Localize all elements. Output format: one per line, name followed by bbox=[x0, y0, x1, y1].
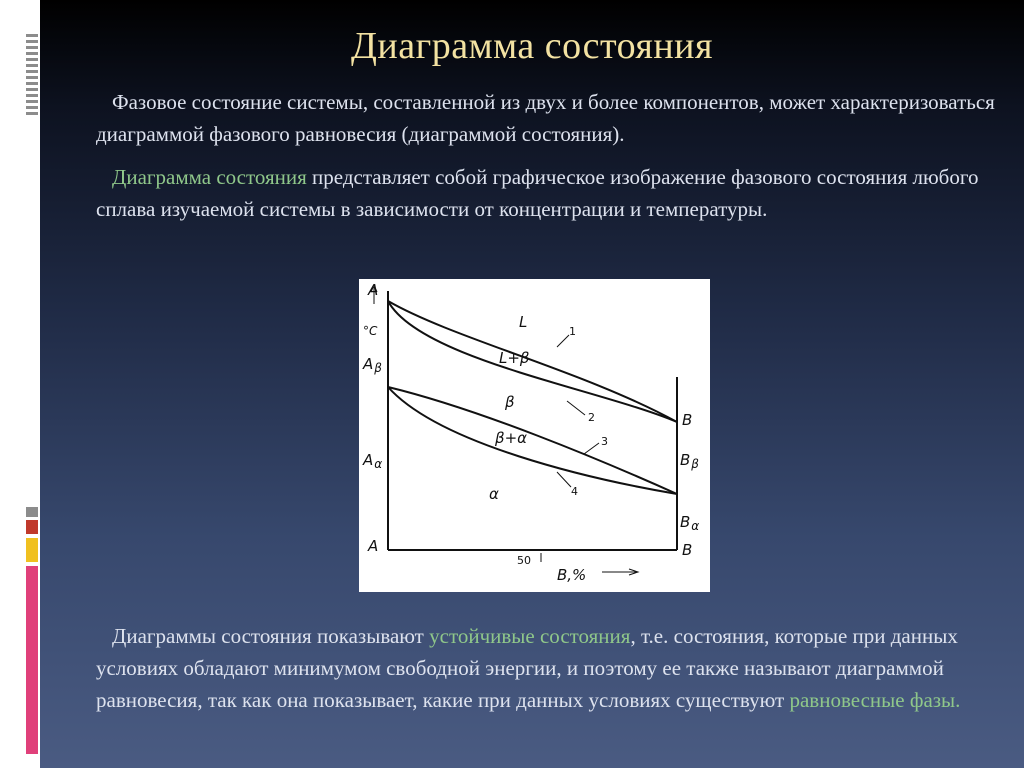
stable-states-text-c: , т.е. состояния, которые при данных условиях обладают минимумом свободной энергии, и поэтому ее также называют диаграммой равновесия, так как она показывает, какие при данных условиях существуют bbox=[96, 624, 958, 712]
deco-bar-pink bbox=[26, 566, 38, 754]
label-A-top: A bbox=[368, 281, 379, 299]
curve-2-solidus bbox=[388, 301, 677, 422]
term-equilibrium-phases: равновесные фазы. bbox=[789, 688, 961, 712]
label-B-beta-sub: β bbox=[691, 457, 699, 471]
label-A-alpha-letter: A bbox=[363, 451, 374, 469]
stable-states-text-a: Диаграммы состояния показывают bbox=[112, 624, 430, 648]
curve-1-liquidus bbox=[388, 301, 677, 422]
label-A-alpha-sub: α bbox=[374, 457, 383, 471]
leader-3 bbox=[584, 443, 599, 454]
curve-number-2: 2 bbox=[588, 411, 595, 424]
y-axis-label: °C bbox=[363, 324, 378, 338]
region-beta: β bbox=[505, 393, 515, 411]
label-B-bottom: B bbox=[682, 541, 693, 559]
curve-4 bbox=[388, 387, 677, 494]
leader-2 bbox=[567, 401, 585, 415]
leader-1 bbox=[557, 335, 569, 347]
label-A-beta-sub: β bbox=[374, 361, 382, 375]
region-L-beta: L+β bbox=[499, 349, 530, 367]
label-A-beta bbox=[362, 355, 382, 375]
curve-3 bbox=[388, 387, 677, 494]
curve-number-1: 1 bbox=[569, 325, 576, 338]
curve-number-4: 4 bbox=[571, 485, 578, 498]
leader-4 bbox=[557, 472, 571, 487]
phase-diagram-figure bbox=[359, 279, 710, 592]
slide-title: Диаграмма состояния bbox=[351, 25, 713, 67]
paragraph-phase-state: Фазовое состояние системы, составленной из двух и более компонентов, может характеризоваться диаграммой фазового равновесия (диаграммой состояния). bbox=[96, 90, 995, 146]
label-B-alpha bbox=[680, 513, 699, 533]
term-phase-diagram: Диаграмма состояния bbox=[112, 165, 307, 189]
deco-bar-gray-top bbox=[26, 34, 38, 118]
label-A-alpha bbox=[362, 451, 382, 471]
paragraph-diagram-definition-text: представляет собой графическое изображение фазового состояния любого сплава изучаемой системы в зависимости от концентрации и температуры. bbox=[96, 165, 979, 221]
x-axis-label: B,% bbox=[557, 566, 587, 584]
region-L: L bbox=[519, 313, 528, 331]
deco-bar-gray bbox=[26, 507, 38, 517]
x-tick-label: 50 bbox=[517, 554, 531, 567]
label-A-bottom: A bbox=[368, 537, 379, 555]
label-B-alpha-letter: B bbox=[680, 513, 691, 531]
region-alpha: α bbox=[489, 485, 499, 503]
term-stable-states: устойчивые состояния bbox=[429, 624, 631, 648]
phase-diagram-svg bbox=[359, 279, 710, 592]
paragraph-diagram-definition bbox=[96, 161, 996, 225]
region-beta-alpha: β+α bbox=[495, 429, 528, 447]
label-A-beta-letter: A bbox=[363, 355, 374, 373]
label-B-top: B bbox=[682, 411, 693, 429]
label-B-beta-letter: B bbox=[680, 451, 691, 469]
label-B-beta bbox=[680, 451, 699, 471]
label-B-alpha-sub: α bbox=[691, 519, 700, 533]
deco-bar-red bbox=[26, 520, 38, 534]
paragraph-stable-states bbox=[96, 620, 996, 716]
deco-bar-yellow bbox=[26, 538, 38, 562]
curve-number-3: 3 bbox=[601, 435, 608, 448]
